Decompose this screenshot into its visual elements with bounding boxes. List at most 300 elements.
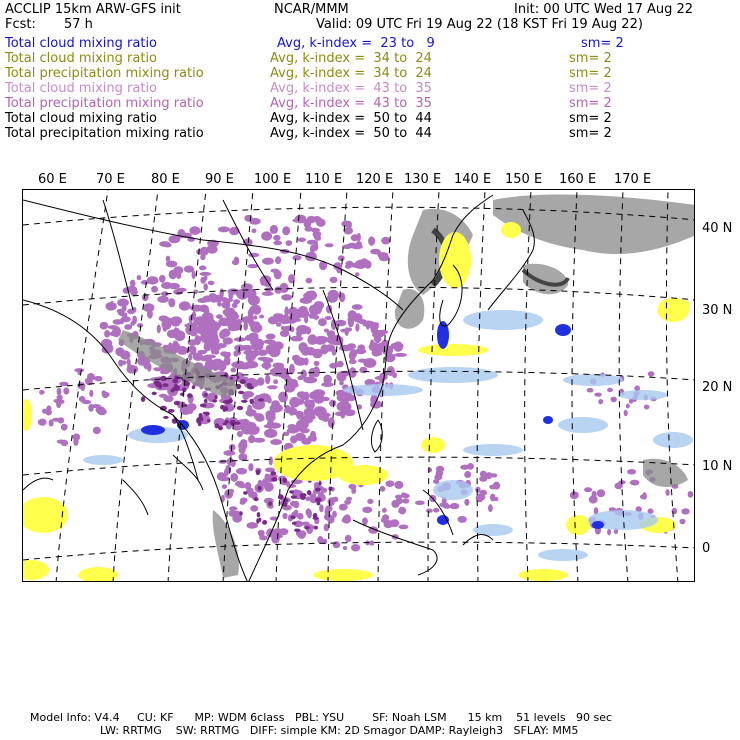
precip-patch	[204, 399, 208, 403]
cloud-patch	[339, 381, 344, 386]
yellow-patch	[23, 399, 32, 431]
gray-cloud	[395, 289, 424, 329]
cloud-patch	[382, 514, 389, 521]
cloud-patch	[255, 415, 264, 421]
cloud-patch	[274, 270, 282, 279]
cloud-patch	[246, 522, 258, 529]
cloud-patch	[290, 501, 298, 507]
cloud-patch	[291, 314, 305, 318]
cloud-patch	[252, 305, 261, 315]
cloud-patch	[262, 258, 274, 265]
cloud-patch	[270, 404, 283, 413]
legend-smoothing: sm= 2	[569, 51, 612, 66]
cloud-patch	[190, 305, 203, 312]
precip-patch	[218, 426, 223, 430]
cloud-patch	[291, 318, 301, 322]
legend-k-index: Avg, k-index = 43 to 35	[270, 81, 432, 96]
cloud-patch	[672, 508, 678, 515]
cloud-patch	[170, 316, 182, 324]
cloud-patch	[218, 476, 229, 481]
cloud-patch	[248, 253, 259, 258]
cloud-patch	[264, 429, 277, 438]
cloud-patch	[348, 484, 356, 489]
cloud-patch	[310, 431, 316, 440]
cloud-patch	[439, 502, 449, 507]
cloud-patch	[467, 463, 474, 470]
cloud-patch	[220, 351, 229, 356]
cloud-patch	[362, 507, 372, 513]
latitude-label: 40 N	[702, 221, 733, 236]
precip-patch	[278, 494, 284, 499]
legend-k-index: Avg, k-index = 50 to 44	[270, 126, 432, 141]
precip-patch	[220, 405, 224, 410]
cloud-patch	[494, 497, 499, 501]
cloud-patch	[286, 378, 293, 389]
cloud-patch	[151, 286, 158, 293]
cloud-patch	[157, 325, 161, 334]
cloud-patch	[630, 480, 640, 486]
cloud-patch	[159, 315, 169, 321]
yellow-patch	[518, 569, 568, 581]
cloud-patch	[317, 536, 323, 544]
cloud-patch	[82, 400, 92, 404]
cloud-patch	[169, 283, 180, 289]
cloud-patch	[642, 492, 646, 500]
cloud-patch	[626, 404, 630, 409]
cloud-patch	[157, 296, 169, 303]
cloud-patch	[304, 399, 313, 408]
cloud-patch	[204, 342, 212, 351]
cloud-patch	[307, 240, 318, 245]
blue-patch	[141, 425, 165, 435]
cloud-patch	[266, 334, 276, 340]
cloud-patch	[273, 241, 282, 246]
cloud-patch	[168, 298, 175, 307]
cloud-patch	[243, 391, 255, 398]
cloud-patch	[137, 275, 142, 280]
cloud-patch	[251, 344, 264, 351]
cloud-patch	[271, 317, 278, 321]
cloud-patch	[287, 424, 296, 429]
cloud-patch	[341, 221, 352, 228]
cloud-patch	[122, 304, 127, 312]
cloud-patch	[594, 393, 602, 397]
cloud-patch	[219, 330, 226, 339]
cloud-patch	[147, 276, 159, 284]
cloud-patch	[270, 225, 278, 234]
light-blue-patch	[538, 549, 588, 561]
precip-patch	[234, 422, 241, 425]
cloud-patch	[273, 379, 278, 384]
cloud-patch	[279, 283, 288, 293]
precip-patch	[294, 529, 300, 532]
cloud-patch	[212, 359, 224, 368]
cloud-patch	[266, 414, 276, 421]
cloud-patch	[231, 368, 237, 373]
light-blue-patch	[558, 417, 608, 433]
cloud-patch	[200, 277, 206, 284]
cloud-patch	[199, 266, 207, 271]
blue-patch	[543, 416, 553, 424]
cloud-patch	[250, 505, 258, 512]
cloud-patch	[296, 325, 309, 334]
precip-patch	[187, 393, 193, 398]
latitude-label: 10 N	[702, 459, 733, 474]
cloud-patch	[392, 372, 397, 378]
cloud-patch	[320, 344, 328, 354]
cloud-patch	[340, 329, 350, 333]
cloud-patch	[329, 400, 336, 407]
cloud-patch	[153, 367, 161, 371]
cloud-patch	[248, 463, 253, 471]
legend-k-index: Avg, k-index = 50 to 44	[270, 111, 432, 126]
yellow-patch	[418, 344, 488, 356]
cloud-patch	[189, 226, 200, 235]
parallel	[23, 542, 695, 560]
longitude-label: 90 E	[205, 172, 234, 187]
cloud-patch	[253, 315, 257, 319]
cloud-patch	[570, 491, 579, 499]
cloud-patch	[218, 226, 230, 232]
cloud-patch	[102, 392, 110, 398]
cloud-patch	[355, 260, 367, 269]
cloud-patch	[216, 314, 223, 319]
cloud-patch	[213, 295, 220, 303]
coastline	[23, 478, 53, 490]
precip-patch	[153, 381, 160, 385]
cloud-patch	[49, 419, 54, 426]
cloud-patch	[260, 275, 272, 284]
legend-field-name: Total cloud mixing ratio	[5, 51, 158, 66]
meridian	[477, 190, 485, 582]
cloud-patch	[87, 373, 95, 380]
cloud-patch	[229, 444, 236, 451]
cloud-patch	[184, 266, 194, 273]
cloud-patch	[345, 535, 352, 542]
longitude-label: 150 E	[505, 172, 543, 187]
precip-patch	[250, 399, 254, 404]
longitude-label: 120 E	[356, 172, 394, 187]
cloud-patch	[234, 352, 239, 356]
cloud-patch	[238, 483, 246, 488]
cloud-patch	[370, 322, 379, 326]
cloud-patch	[224, 311, 238, 317]
cloud-patch	[313, 394, 324, 404]
precip-patch	[319, 481, 322, 486]
legend-k-index: Avg, k-index = 34 to 24	[270, 51, 432, 66]
cloud-patch	[113, 319, 123, 325]
cloud-patch	[264, 482, 274, 491]
cloud-patch	[385, 480, 394, 487]
cloud-patch	[464, 499, 469, 506]
cloud-patch	[342, 244, 352, 249]
cloud-patch	[115, 327, 121, 334]
precip-patch	[174, 401, 180, 405]
light-blue-patch	[653, 432, 693, 448]
precip-patch	[313, 513, 318, 519]
cloud-patch	[100, 322, 109, 330]
cloud-patch	[39, 390, 45, 395]
cloud-patch	[313, 337, 327, 345]
cloud-patch	[342, 515, 351, 523]
cloud-patch	[343, 546, 348, 550]
cloud-patch	[394, 353, 407, 357]
cloud-patch	[314, 234, 321, 240]
cloud-patch	[319, 504, 324, 512]
valid-time: Valid: 09 UTC Fri 19 Aug 22 (18 KST Fri 19 Aug 22)	[316, 17, 643, 32]
precip-patch	[236, 376, 239, 380]
yellow-patch	[666, 299, 690, 311]
cloud-patch	[238, 453, 247, 461]
longitude-label: 80 E	[151, 172, 180, 187]
cloud-patch	[435, 473, 441, 480]
cloud-patch	[283, 432, 290, 436]
cloud-patch	[450, 503, 460, 509]
cloud-patch	[352, 304, 363, 310]
cloud-patch	[296, 411, 304, 420]
cloud-patch	[584, 487, 592, 492]
longitude-label: 170 E	[614, 172, 652, 187]
cloud-patch	[259, 535, 268, 540]
cloud-patch	[300, 392, 307, 401]
meridian	[525, 190, 531, 582]
cloud-patch	[254, 321, 261, 329]
cloud-patch	[218, 460, 226, 464]
cloud-patch	[311, 228, 320, 233]
cloud-patch	[627, 469, 636, 475]
yellow-patch	[78, 567, 118, 582]
cloud-patch	[130, 289, 138, 296]
precip-patch	[305, 526, 310, 529]
cloud-patch	[234, 257, 240, 265]
cloud-patch	[222, 484, 227, 489]
precip-patch	[254, 497, 259, 501]
cloud-patch	[46, 405, 51, 411]
precip-patch	[270, 471, 276, 475]
precip-patch	[152, 392, 157, 396]
precip-patch	[238, 391, 244, 394]
cloud-patch	[306, 278, 313, 284]
cloud-patch	[265, 374, 270, 384]
precip-patch	[182, 387, 186, 392]
cloud-patch	[398, 507, 406, 515]
cloud-patch	[297, 376, 303, 380]
cloud-patch	[357, 344, 365, 351]
precip-patch	[197, 417, 203, 422]
light-blue-patch	[463, 444, 523, 456]
cloud-patch	[261, 231, 272, 240]
precip-patch	[192, 385, 196, 389]
precip-patch	[258, 398, 264, 401]
precip-patch	[229, 398, 233, 403]
cloud-patch	[57, 388, 62, 396]
precip-patch	[307, 490, 312, 495]
legend-k-index: Avg, k-index = 34 to 24	[270, 66, 432, 81]
cloud-patch	[607, 388, 613, 392]
yellow-patch	[421, 437, 445, 453]
cloud-patch	[348, 310, 357, 320]
cloud-patch	[611, 397, 617, 403]
cloud-patch	[206, 328, 218, 338]
cloud-patch	[240, 439, 247, 446]
cloud-patch	[191, 350, 197, 356]
cloud-patch	[681, 508, 689, 514]
legend-field-name: Total cloud mixing ratio	[5, 111, 158, 126]
coastline	[123, 455, 203, 515]
cloud-patch	[314, 361, 320, 366]
legend-field-name: Total precipitation mixing ratio	[5, 66, 204, 81]
cloud-patch	[93, 427, 101, 434]
precip-patch	[241, 400, 248, 403]
cloud-patch	[203, 283, 208, 291]
cloud-patch	[433, 508, 439, 513]
yellow-patch	[566, 515, 590, 535]
cloud-patch	[89, 390, 93, 397]
cloud-patch	[281, 294, 292, 300]
cloud-patch	[399, 525, 409, 530]
cloud-patch	[339, 504, 348, 511]
latitude-label: 0	[702, 541, 711, 556]
map-panel	[22, 189, 695, 582]
physics-info-line: LW: RRTMG SW: RRTMG DIFF: simple KM: 2D Smagor DAMP: Rayleigh3 SFLAY: MM5	[100, 724, 579, 737]
cloud-patch	[324, 524, 330, 532]
cloud-patch	[328, 498, 335, 506]
cloud-patch	[247, 405, 252, 415]
cloud-patch	[328, 290, 339, 301]
cloud-patch	[325, 316, 332, 320]
precip-patch	[246, 383, 252, 387]
cloud-patch	[248, 435, 255, 443]
cloud-patch	[597, 489, 605, 497]
cloud-patch	[426, 509, 433, 513]
precip-patch	[163, 416, 169, 419]
cloud-patch	[169, 235, 181, 243]
cloud-patch	[344, 500, 351, 505]
precip-patch	[283, 478, 288, 483]
cloud-patch	[369, 540, 374, 545]
cloud-patch	[204, 308, 210, 315]
precip-patch	[243, 491, 247, 494]
legend-smoothing: sm= 2	[581, 36, 624, 51]
cloud-patch	[163, 395, 173, 402]
yellow-patch	[23, 560, 49, 580]
cloud-patch	[370, 339, 375, 349]
cloud-patch	[104, 330, 110, 338]
legend-field-name: Total cloud mixing ratio	[5, 81, 158, 96]
forecast-hour: 57 h	[64, 17, 93, 32]
cloud-patch	[273, 235, 280, 241]
cloud-patch	[302, 522, 310, 526]
blue-patch	[592, 521, 604, 529]
cloud-patch	[304, 316, 308, 324]
legend-field-name: Total precipitation mixing ratio	[5, 96, 204, 111]
cloud-patch	[203, 355, 216, 359]
cloud-patch	[275, 256, 281, 264]
cloud-patch	[607, 529, 611, 535]
cloud-patch	[120, 351, 130, 360]
cloud-patch	[355, 323, 359, 331]
gray-cloud	[493, 195, 695, 254]
cloud-patch	[356, 241, 362, 247]
cloud-patch	[285, 405, 291, 412]
cloud-patch	[267, 397, 272, 404]
precip-patch	[290, 516, 295, 520]
cloud-patch	[127, 359, 131, 366]
cloud-patch	[292, 255, 301, 260]
legend-field-name: Total cloud mixing ratio	[5, 36, 158, 51]
precip-patch	[200, 404, 207, 408]
cloud-patch	[345, 264, 352, 269]
longitude-label: 140 E	[454, 172, 492, 187]
cloud-patch	[52, 418, 60, 422]
blue-patch	[555, 324, 571, 336]
cloud-patch	[174, 328, 180, 335]
cloud-patch	[367, 499, 373, 504]
precip-patch	[314, 526, 318, 530]
cloud-patch	[587, 388, 594, 393]
cloud-patch	[110, 301, 114, 309]
light-blue-patch	[618, 390, 668, 400]
light-blue-patch	[408, 367, 498, 383]
longitude-label: 110 E	[305, 172, 343, 187]
cloud-patch	[221, 302, 230, 309]
cloud-patch	[223, 450, 235, 456]
cloud-patch	[381, 237, 390, 245]
cloud-patch	[245, 361, 259, 369]
cloud-patch	[199, 272, 211, 276]
latitude-label: 30 N	[702, 303, 733, 318]
legend-smoothing: sm= 2	[569, 111, 612, 126]
cloud-patch	[318, 492, 324, 496]
cloud-patch	[665, 489, 669, 496]
cloud-patch	[325, 243, 334, 247]
precip-patch	[257, 512, 261, 517]
precip-patch	[198, 421, 202, 426]
cloud-patch	[357, 233, 361, 242]
precip-patch	[141, 396, 145, 402]
cloud-patch	[73, 433, 81, 441]
cloud-patch	[644, 405, 650, 410]
cloud-patch	[160, 370, 167, 374]
cloud-patch	[229, 489, 234, 493]
cloud-patch	[278, 392, 288, 403]
cloud-patch	[324, 514, 332, 521]
cloud-patch	[132, 316, 137, 325]
cloud-patch	[375, 376, 388, 380]
cloud-patch	[56, 400, 61, 408]
cloud-patch	[387, 520, 393, 527]
forecast-label: Fcst:	[5, 17, 36, 32]
cloud-patch	[589, 496, 598, 504]
cloud-patch	[332, 511, 337, 518]
map-canvas	[23, 190, 695, 582]
cloud-patch	[290, 336, 303, 342]
precip-patch	[315, 498, 321, 503]
cloud-patch	[415, 501, 425, 506]
cloud-patch	[340, 402, 345, 412]
cloud-patch	[275, 367, 288, 377]
cloud-patch	[309, 313, 315, 319]
legend-smoothing: sm= 2	[569, 81, 612, 96]
cloud-patch	[270, 439, 282, 445]
precip-patch	[240, 379, 246, 384]
precip-patch	[262, 520, 267, 525]
cloud-patch	[359, 367, 367, 374]
cloud-patch	[215, 343, 227, 348]
cloud-patch	[127, 309, 135, 315]
cloud-patch	[688, 491, 694, 498]
cloud-patch	[171, 271, 180, 275]
